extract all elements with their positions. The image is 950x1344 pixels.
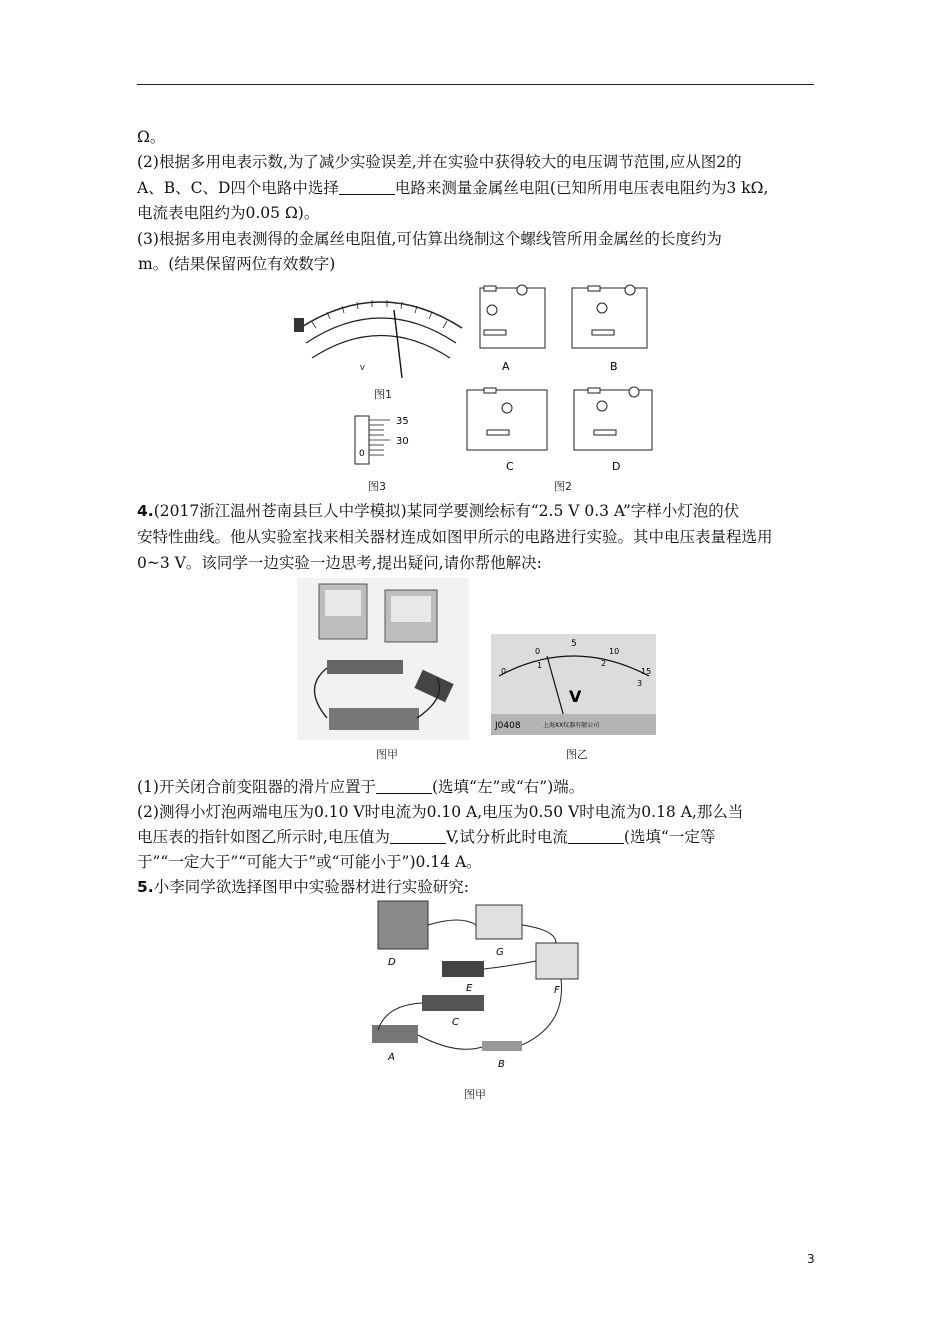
- svg-text:B: B: [498, 1059, 505, 1070]
- svg-text:J0408: J0408: [495, 721, 521, 731]
- circuit-a: [480, 285, 545, 348]
- svg-text:5: 5: [571, 639, 577, 649]
- svg-text:0: 0: [535, 647, 541, 656]
- svg-text:A: A: [502, 360, 510, 373]
- svg-text:10: 10: [609, 647, 620, 656]
- voltmeter-photo-yi: [491, 634, 656, 735]
- text-line: 4.(2017浙江温州苍南县巨人中学模拟)某同学要测绘标有“2.5 V 0.3 A”字样小灯泡的伏: [137, 502, 740, 520]
- svg-text:B: B: [610, 360, 618, 373]
- circuit-d: [574, 387, 652, 450]
- svg-text:0: 0: [501, 667, 507, 676]
- circuit-photo-jia: [297, 578, 469, 740]
- svg-text:C: C: [452, 1017, 459, 1028]
- svg-text:E: E: [466, 983, 473, 994]
- text-line: A、B、C、D四个电路中选择 电路来测量金属丝电阻(已知所用电压表电阻约为3 kΩ,: [137, 179, 769, 197]
- text-line: 电压表的指针如图乙所示时,电压值为 V,试分析此时电流 (选填“一定等: [137, 828, 716, 846]
- figure-caption: 图1: [374, 388, 392, 401]
- svg-text:D: D: [612, 460, 621, 473]
- text-line: 5.小李同学欲选择图甲中实验器材进行实验研究:: [137, 878, 469, 896]
- svg-text:G: G: [496, 947, 504, 958]
- text-line: 于”“一定大于”“可能大于”或“可能小于”)0.14 A。: [137, 853, 482, 871]
- text-line: 0~3 V。该同学一边实验一边思考,提出疑问,请你帮他解决:: [137, 554, 542, 572]
- svg-text:D: D: [388, 957, 396, 968]
- text-line: (3)根据多用电表测得的金属丝电阻值,可估算出绕制这个螺线管所用金属丝的长度约为: [137, 230, 722, 248]
- text-line: (2)根据多用电表示数,为了减少实验误差,并在实验中获得较大的电压调节范围,应从图2的: [137, 153, 742, 171]
- svg-text:35: 35: [396, 416, 409, 427]
- circuit-diagrams-figure: [462, 278, 662, 478]
- svg-text:3: 3: [637, 679, 643, 688]
- text-line: Ω。: [137, 128, 166, 146]
- svg-text:0: 0: [359, 449, 365, 459]
- figure-caption: 图2: [554, 480, 572, 493]
- svg-text:C: C: [506, 460, 514, 473]
- answer-blank[interactable]: [339, 180, 395, 195]
- svg-text:F: F: [554, 985, 560, 996]
- text-line: (1)开关闭合前变阻器的滑片应置于 (选填“左”或“右”)端。: [137, 778, 585, 796]
- answer-blank[interactable]: [568, 829, 624, 844]
- answer-blank[interactable]: [376, 779, 432, 794]
- figure-caption: 图3: [368, 480, 386, 493]
- apparatus-figure: [366, 895, 586, 1075]
- text-line: m。(结果保留两位有效数字): [138, 255, 336, 273]
- text-line: 电流表电阻约为0.05 Ω)。: [137, 204, 320, 222]
- svg-text:A: A: [388, 1052, 395, 1063]
- svg-text:15: 15: [641, 667, 652, 676]
- svg-text:2: 2: [601, 659, 607, 668]
- svg-text:30: 30: [396, 436, 409, 447]
- text-line: 安特性曲线。他从实验室找来相关器材连成如图甲所示的电路进行实验。其中电压表量程选用: [137, 528, 773, 546]
- answer-blank[interactable]: [390, 829, 446, 844]
- circuit-b: [572, 285, 647, 348]
- text-line: (2)测得小灯泡两端电压为0.10 V时电流为0.10 A,电压为0.50 V时电流为0.18 A,那么当: [137, 803, 744, 821]
- micrometer-figure: [350, 408, 440, 468]
- circuit-c: [467, 388, 547, 450]
- svg-text:V: V: [360, 364, 365, 372]
- page-number: 3: [807, 1252, 815, 1266]
- svg-text:V: V: [569, 687, 582, 706]
- figure-caption: 图甲: [376, 748, 398, 761]
- figure-caption: 图乙: [566, 748, 588, 761]
- header-rule: [137, 84, 814, 85]
- figure-caption: 图甲: [464, 1088, 486, 1101]
- svg-text:上海XX仪器有限公司: 上海XX仪器有限公司: [543, 722, 600, 729]
- svg-text:1: 1: [537, 661, 543, 670]
- multimeter-scale-figure: [292, 288, 470, 384]
